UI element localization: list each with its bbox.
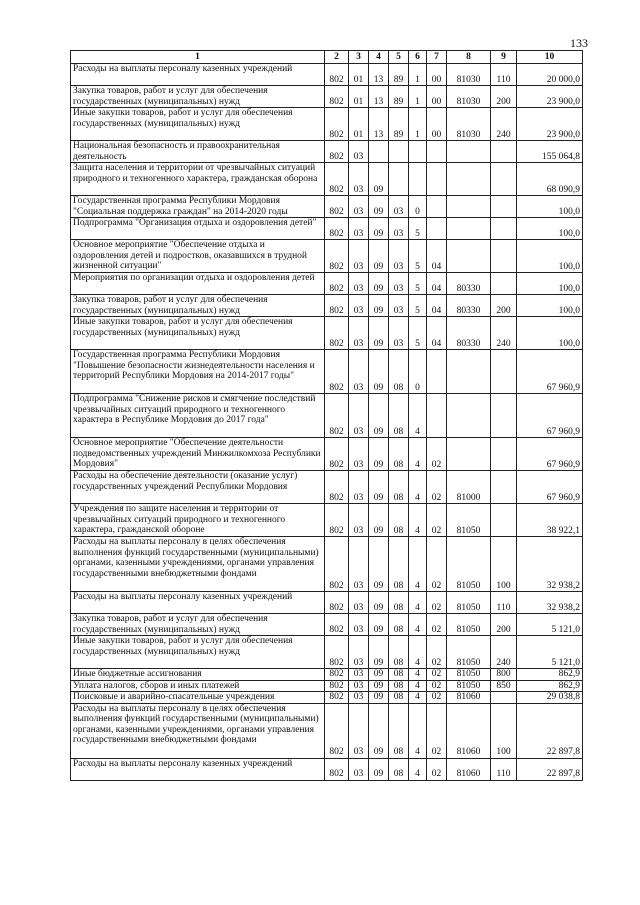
col-4: 13 [369,64,389,86]
col-6 [409,163,427,196]
col-4: 09 [369,692,389,704]
col-2: 802 [325,240,349,273]
col-5 [389,141,409,163]
table-row [71,163,583,196]
col-3: 01 [349,64,369,86]
col-7: 02 [427,703,447,758]
col-3: 03 [349,636,369,669]
col-4: 09 [369,537,389,592]
col-7 [427,394,447,438]
row-amount: 68 090,9 [517,163,583,196]
row-amount: 862,9 [517,669,583,681]
col-9 [491,471,517,504]
row-amount: 20 000,0 [517,64,583,86]
col-6: 0 [409,196,427,218]
row-amount: 100,0 [517,196,583,218]
col-8 [447,141,491,163]
col-6: 4 [409,669,427,681]
row-amount: 100,0 [517,295,583,317]
table-row [71,108,583,141]
col-3: 03 [349,438,369,471]
row-amount: 22 897,8 [517,758,583,780]
col-3: 03 [349,273,369,295]
table-row [71,394,583,438]
row-amount: 67 960,9 [517,471,583,504]
col-4: 09 [369,317,389,350]
row-amount: 155 064,8 [517,141,583,163]
col-7: 02 [427,504,447,537]
col-3: 03 [349,703,369,758]
col-5: 03 [389,240,409,273]
col-7: 02 [427,537,447,592]
row-amount: 23 900,0 [517,86,583,108]
col-8: 81050 [447,592,491,614]
row-name: Защита населения и территории от чрезвычайных ситуаций природного и техногенного характера, гражданская оборона [71,163,325,196]
table-row [71,703,583,758]
col-9 [491,438,517,471]
table-row [71,471,583,504]
col-6: 0 [409,350,427,394]
table-header-row [71,51,583,64]
col-9 [491,394,517,438]
col-6: 5 [409,218,427,240]
col-9: 200 [491,86,517,108]
col-7: 04 [427,273,447,295]
col-8: 81060 [447,692,491,704]
column-header: 1 [71,51,325,64]
col-4: 09 [369,703,389,758]
row-amount: 67 960,9 [517,394,583,438]
col-2: 802 [325,680,349,692]
col-2: 802 [325,758,349,780]
col-6: 4 [409,438,427,471]
col-6: 1 [409,86,427,108]
col-3: 03 [349,163,369,196]
col-8 [447,438,491,471]
table-row [71,141,583,163]
col-7 [427,218,447,240]
col-8: 80330 [447,317,491,350]
col-4: 09 [369,196,389,218]
row-name: Учреждения по защите населения и территории от чрезвычайных ситуаций природного и техногенного характера, гражданской обороне [71,504,325,537]
col-4: 09 [369,240,389,273]
col-9: 100 [491,703,517,758]
row-amount: 32 938,2 [517,592,583,614]
row-amount: 29 038,8 [517,692,583,704]
row-amount: 22 897,8 [517,703,583,758]
col-2: 802 [325,273,349,295]
row-amount: 5 121,0 [517,614,583,636]
col-5: 03 [389,295,409,317]
table-row [71,592,583,614]
col-3: 03 [349,592,369,614]
table-row [71,438,583,471]
col-9 [491,692,517,704]
row-name: Подпрограмма "Организация отдыха и оздоровления детей" [71,218,325,240]
column-header: 3 [349,51,369,64]
col-3: 01 [349,86,369,108]
col-8: 81060 [447,703,491,758]
col-7 [427,163,447,196]
budget-table [70,50,583,781]
col-7: 04 [427,240,447,273]
row-name: Закупка товаров, работ и услуг для обеспечения государственных (муниципальных) нужд [71,86,325,108]
table-row [71,614,583,636]
col-3: 03 [349,614,369,636]
row-amount: 23 900,0 [517,108,583,141]
col-8: 81030 [447,64,491,86]
col-6: 4 [409,758,427,780]
row-name: Мероприятия по организации отдыха и оздоровления детей [71,273,325,295]
col-9: 100 [491,537,517,592]
col-2: 802 [325,471,349,504]
row-name: Уплата налогов, сборов и иных платежей [71,680,325,692]
row-name: Иные бюджетные ассигнования [71,669,325,681]
row-name: Иные закупки товаров, работ и услуг для обеспечения государственных (муниципальных) нужд [71,317,325,350]
table-row [71,273,583,295]
col-8: 81030 [447,108,491,141]
table-row [71,680,583,692]
row-name: Основное мероприятие "Обеспечение деятельности подведомственных учреждений Минжилкомхоза Республики Мордовия" [71,438,325,471]
col-8 [447,394,491,438]
column-header: 2 [325,51,349,64]
col-7: 02 [427,692,447,704]
row-amount: 100,0 [517,273,583,295]
col-8: 81050 [447,504,491,537]
col-8: 81050 [447,636,491,669]
col-8: 81060 [447,758,491,780]
col-4: 09 [369,636,389,669]
col-5: 08 [389,680,409,692]
col-7: 02 [427,758,447,780]
col-9: 240 [491,636,517,669]
table-row [71,537,583,592]
col-2: 802 [325,537,349,592]
col-9: 200 [491,295,517,317]
col-3: 03 [349,295,369,317]
row-amount: 100,0 [517,240,583,273]
col-6: 4 [409,614,427,636]
col-4: 09 [369,592,389,614]
col-5 [389,163,409,196]
table-row [71,240,583,273]
col-5: 08 [389,350,409,394]
col-4: 13 [369,86,389,108]
col-9 [491,240,517,273]
col-8: 80330 [447,273,491,295]
col-2: 802 [325,350,349,394]
col-4: 09 [369,680,389,692]
col-5: 08 [389,758,409,780]
col-3: 03 [349,680,369,692]
col-3: 03 [349,471,369,504]
page-number: 133 [570,36,588,50]
col-9: 200 [491,614,517,636]
row-name: Расходы на выплаты персоналу в целях обеспечения выполнения функций государственными (муниципальными) органами, казенными учреждениями, органами управления государственными внебюджетными фондами [71,537,325,592]
col-6: 5 [409,317,427,350]
col-2: 802 [325,703,349,758]
col-5: 08 [389,692,409,704]
col-2: 802 [325,669,349,681]
col-2: 802 [325,692,349,704]
col-8 [447,350,491,394]
col-5: 08 [389,614,409,636]
row-amount: 67 960,9 [517,438,583,471]
col-2: 802 [325,141,349,163]
table-row [71,758,583,780]
col-3: 03 [349,758,369,780]
col-2: 802 [325,108,349,141]
row-amount: 32 938,2 [517,537,583,592]
col-4: 09 [369,669,389,681]
col-2: 802 [325,614,349,636]
col-2: 802 [325,196,349,218]
col-2: 802 [325,218,349,240]
col-9: 800 [491,669,517,681]
col-2: 802 [325,86,349,108]
column-header: 7 [427,51,447,64]
row-name: Государственная программа Республики Мордовия "Социальная поддержка граждан" на 2014-2020 годы [71,196,325,218]
col-4: 09 [369,758,389,780]
table-row [71,504,583,537]
col-6: 4 [409,680,427,692]
col-7: 02 [427,636,447,669]
col-6: 4 [409,471,427,504]
col-6: 5 [409,273,427,295]
col-2: 802 [325,317,349,350]
col-7: 02 [427,471,447,504]
col-5: 03 [389,196,409,218]
col-8 [447,163,491,196]
col-3: 03 [349,669,369,681]
column-header: 4 [369,51,389,64]
col-7: 02 [427,438,447,471]
col-9 [491,163,517,196]
col-4: 13 [369,108,389,141]
col-3: 03 [349,240,369,273]
table-row [71,295,583,317]
col-5: 03 [389,273,409,295]
col-8: 81000 [447,471,491,504]
col-8 [447,240,491,273]
table-row [71,86,583,108]
col-3: 03 [349,218,369,240]
col-5: 03 [389,218,409,240]
col-6: 4 [409,537,427,592]
col-7: 02 [427,592,447,614]
row-name: Расходы на обеспечение деятельности (оказание услуг) государственных учреждений Республики Мордовия [71,471,325,504]
table-row [71,196,583,218]
col-9 [491,504,517,537]
col-4 [369,141,389,163]
col-5: 89 [389,108,409,141]
col-9 [491,196,517,218]
col-7: 04 [427,317,447,350]
col-7: 00 [427,86,447,108]
col-2: 802 [325,504,349,537]
col-3: 03 [349,317,369,350]
col-7 [427,196,447,218]
col-3: 01 [349,108,369,141]
col-9: 110 [491,64,517,86]
col-7: 00 [427,108,447,141]
col-8: 81050 [447,614,491,636]
row-amount: 862,9 [517,680,583,692]
row-name: Иные закупки товаров, работ и услуг для обеспечения государственных (муниципальных) нужд [71,636,325,669]
col-9: 240 [491,108,517,141]
col-6 [409,141,427,163]
row-name: Подпрограмма "Снижение рисков и смягчение последствий чрезвычайных ситуаций природного и техногенного характера в Республике Мордовия до 2017 года" [71,394,325,438]
col-5: 08 [389,471,409,504]
col-5: 08 [389,537,409,592]
col-2: 802 [325,438,349,471]
row-amount: 100,0 [517,317,583,350]
column-header: 9 [491,51,517,64]
col-9: 240 [491,317,517,350]
col-4: 09 [369,614,389,636]
col-6: 4 [409,504,427,537]
col-3: 03 [349,504,369,537]
column-header: 8 [447,51,491,64]
column-header: 6 [409,51,427,64]
col-5: 08 [389,669,409,681]
col-7: 04 [427,295,447,317]
col-5: 08 [389,703,409,758]
col-3: 03 [349,196,369,218]
col-2: 802 [325,295,349,317]
col-7: 02 [427,614,447,636]
col-3: 03 [349,350,369,394]
col-4: 09 [369,218,389,240]
row-name: Государственная программа Республики Мордовия "Повышение безопасности жизнедеятельности населения и территорий Республики Мордовия на 2014-2017 годы" [71,350,325,394]
row-name: Расходы на выплаты персоналу казенных учреждений [71,592,325,614]
col-8: 80330 [447,295,491,317]
col-4: 09 [369,273,389,295]
table-body [71,64,583,781]
col-6: 5 [409,295,427,317]
row-name: Закупка товаров, работ и услуг для обеспечения государственных (муниципальных) нужд [71,614,325,636]
col-6: 4 [409,592,427,614]
col-4: 09 [369,295,389,317]
col-3: 03 [349,394,369,438]
row-amount: 5 121,0 [517,636,583,669]
column-header: 10 [517,51,583,64]
table-row [71,350,583,394]
col-5: 08 [389,394,409,438]
table-row [71,669,583,681]
col-9 [491,218,517,240]
row-amount: 100,0 [517,218,583,240]
col-7: 02 [427,669,447,681]
col-7 [427,350,447,394]
col-6: 4 [409,692,427,704]
row-name: Национальная безопасность и правоохранительная деятельность [71,141,325,163]
col-4: 09 [369,504,389,537]
col-9: 850 [491,680,517,692]
col-9 [491,350,517,394]
col-6: 5 [409,240,427,273]
col-2: 802 [325,592,349,614]
col-5: 89 [389,64,409,86]
col-2: 802 [325,636,349,669]
col-3: 03 [349,537,369,592]
col-5: 89 [389,86,409,108]
col-7 [427,141,447,163]
col-4: 09 [369,471,389,504]
col-8 [447,196,491,218]
col-5: 03 [389,317,409,350]
col-5: 08 [389,636,409,669]
col-8 [447,218,491,240]
col-3: 03 [349,141,369,163]
col-6: 4 [409,394,427,438]
col-8: 81050 [447,669,491,681]
row-name: Расходы на выплаты персоналу казенных учреждений [71,758,325,780]
row-name: Иные закупки товаров, работ и услуг для обеспечения государственных (муниципальных) нужд [71,108,325,141]
col-3: 03 [349,692,369,704]
row-name: Расходы на выплаты персоналу в целях обеспечения выполнения функций государственными (муниципальными) органами, казенными учреждениями, органами управления государственными внебюджетными фондами [71,703,325,758]
col-9 [491,141,517,163]
row-name: Поисковые и аварийно-спасательные учреждения [71,692,325,704]
col-8: 81050 [447,680,491,692]
col-4: 09 [369,438,389,471]
col-2: 802 [325,64,349,86]
col-7: 02 [427,680,447,692]
row-amount: 67 960,9 [517,350,583,394]
row-name: Основное мероприятие "Обеспечение отдыха и оздоровления детей и подростков, оказавшихся в трудной жизненной ситуации" [71,240,325,273]
row-name: Закупка товаров, работ и услуг для обеспечения государственных (муниципальных) нужд [71,295,325,317]
col-4: 09 [369,350,389,394]
row-name: Расходы на выплаты персоналу казенных учреждений [71,64,325,86]
column-header: 5 [389,51,409,64]
col-2: 802 [325,163,349,196]
col-5: 08 [389,438,409,471]
col-2: 802 [325,394,349,438]
col-6: 1 [409,108,427,141]
col-6: 1 [409,64,427,86]
col-4: 09 [369,163,389,196]
col-4: 09 [369,394,389,438]
col-5: 08 [389,592,409,614]
col-8: 81030 [447,86,491,108]
row-amount: 38 922,1 [517,504,583,537]
table-row [71,218,583,240]
col-6: 4 [409,636,427,669]
col-9: 110 [491,592,517,614]
col-9: 110 [491,758,517,780]
col-5: 08 [389,504,409,537]
table-row [71,317,583,350]
col-6: 4 [409,703,427,758]
col-9 [491,273,517,295]
col-8: 81050 [447,537,491,592]
table-row [71,636,583,669]
table-row [71,692,583,704]
col-7: 00 [427,64,447,86]
table-row [71,64,583,86]
